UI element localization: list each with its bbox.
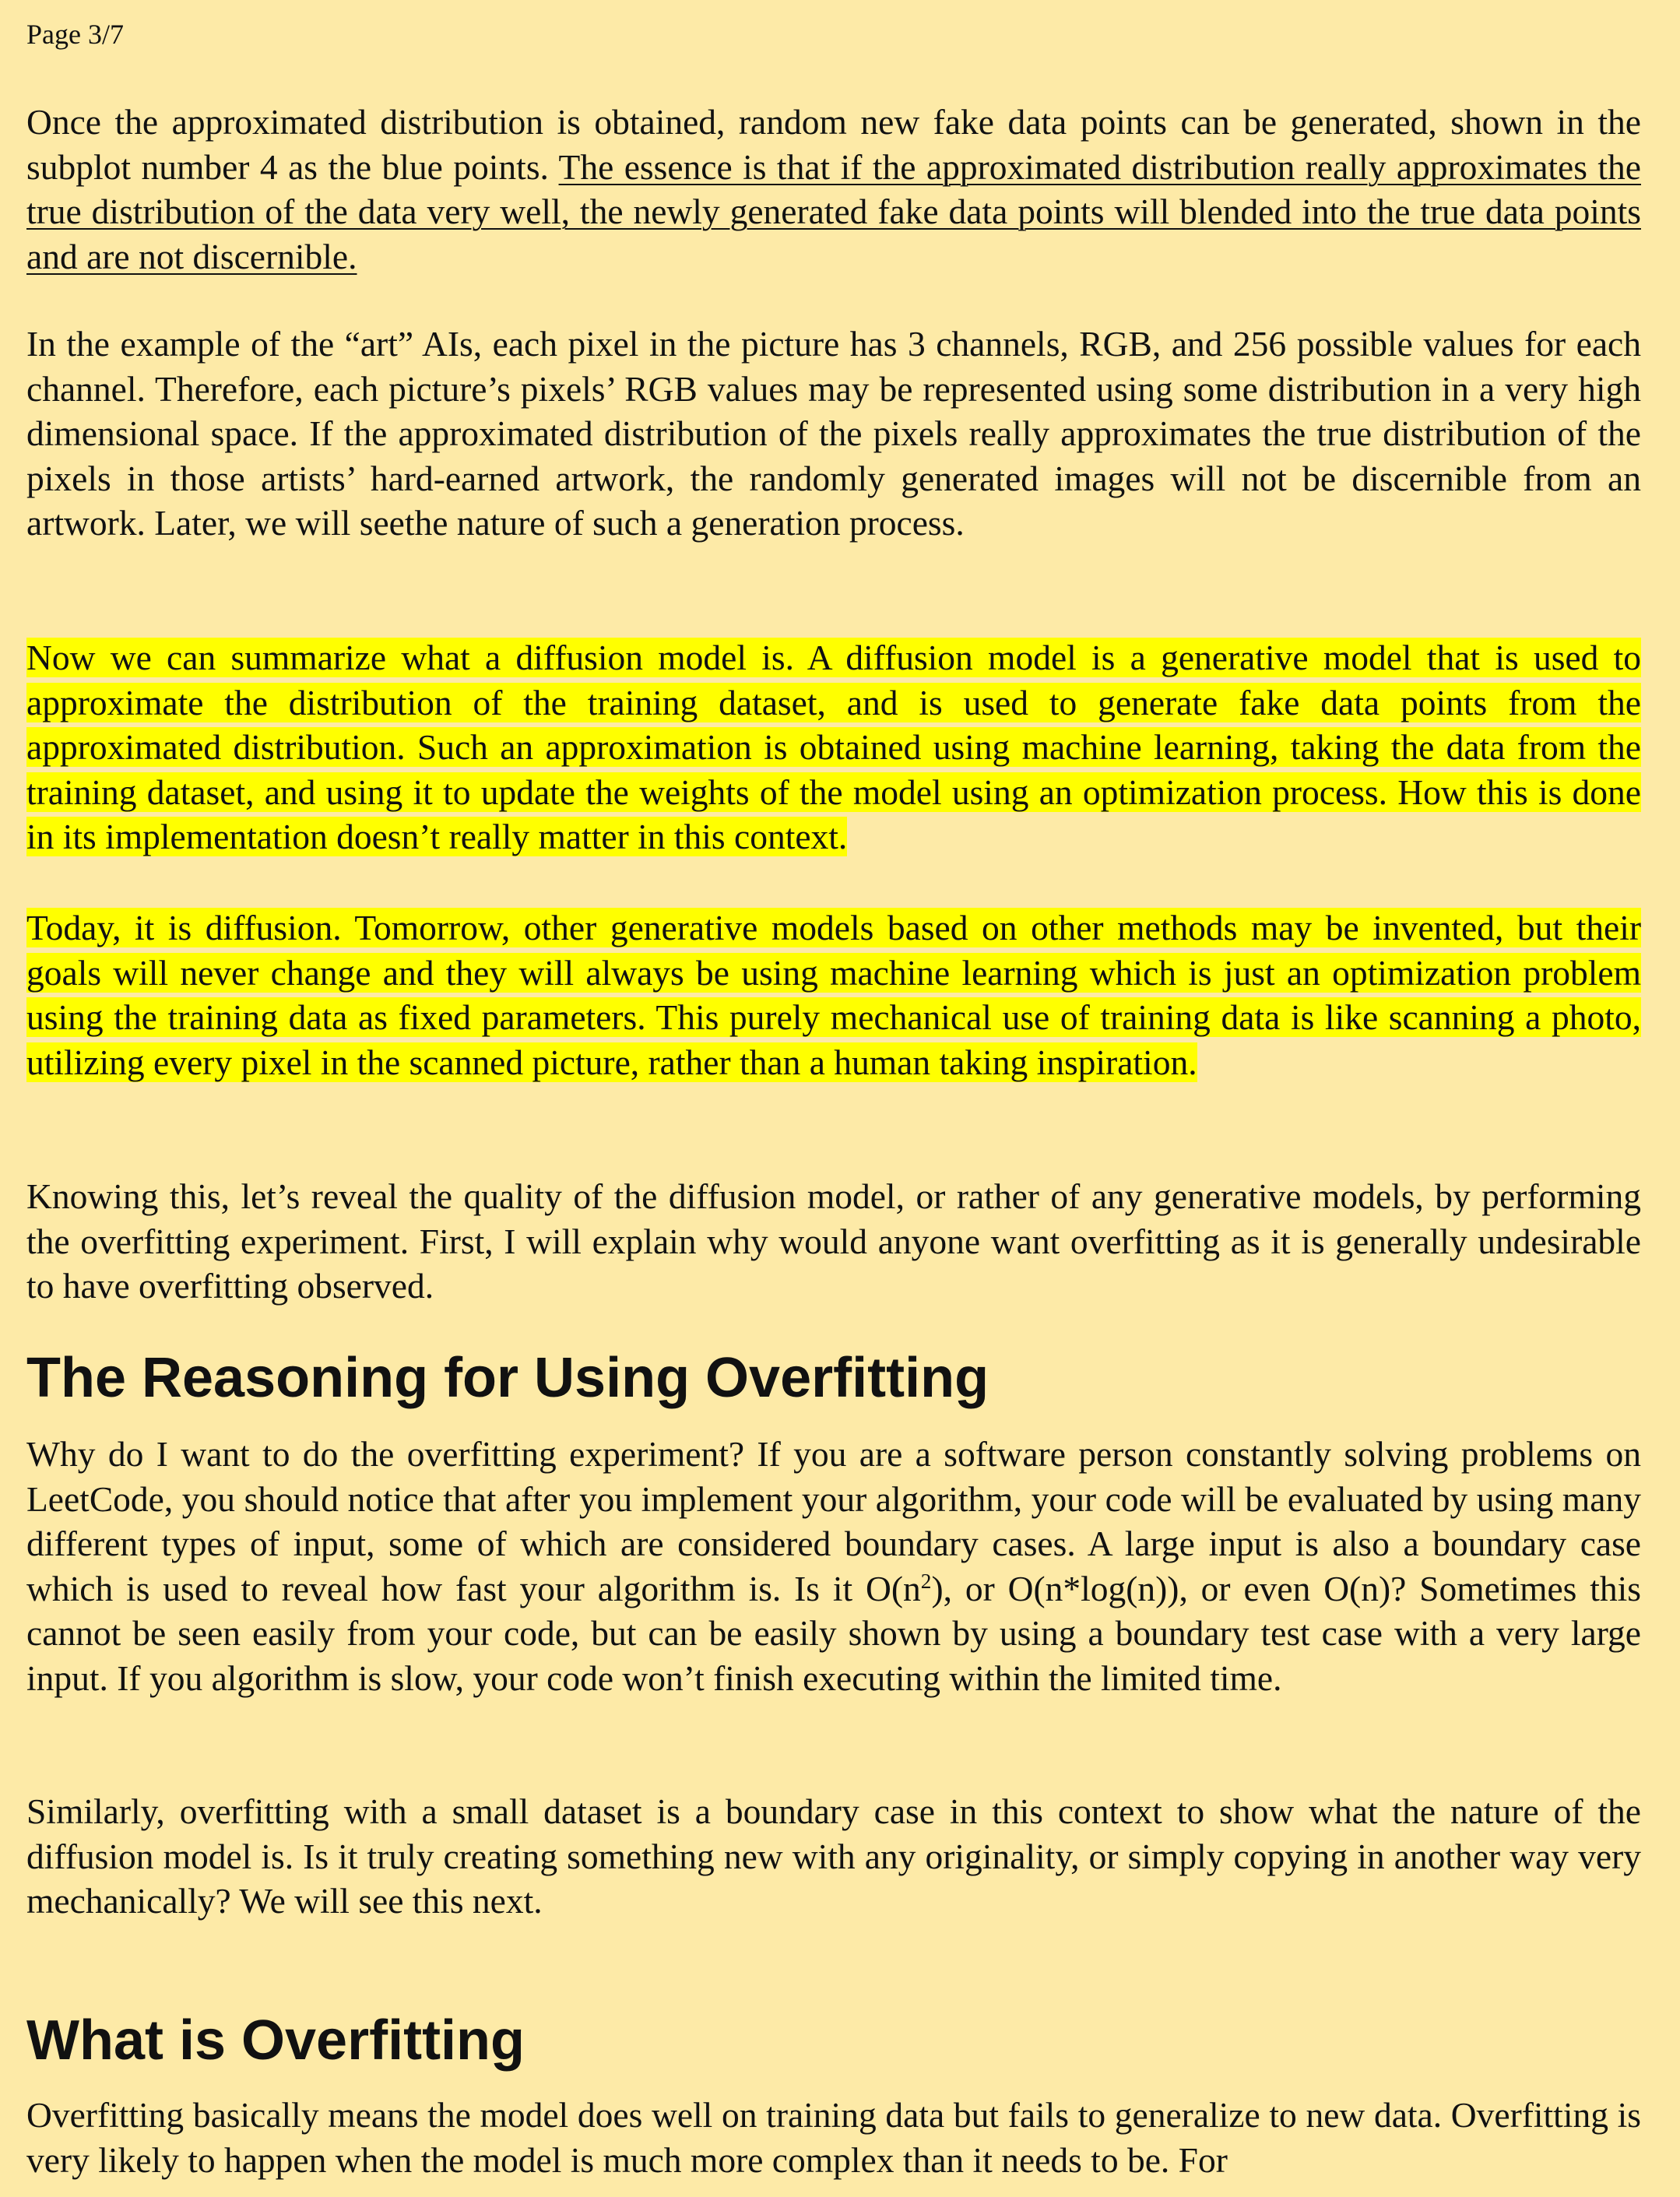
paragraph-knowing-this: Knowing this, let’s reveal the quality of the diffusion model, or rather of any generative models, by performing the overfitting experiment. First, I will explain why would anyone want overfitting as it is generally undesirable to have overfitting observed. [26,1176,1641,1306]
paragraph-text: ), or O(n*log(n)), or even O(n)? Sometimes this cannot be seen easily from your code, but can be easily shown by using a boundary test case with a very large input. If you algorithm is slow, your code won’t finish executing within the limited time. [26,1568,1641,1698]
page-number: Page 3/7 [26,19,124,50]
paragraph-diffusion-summary [26,635,1641,859]
section-heading-what-is-overfitting: What is Overfitting [26,2009,525,2072]
paragraph-text: Why do I want to do the overfitting experiment? If you are a software person constantly solving problems on LeetCode, you should notice that after you implement your algorithm, your code will be evaluated by using many different types of input, some of which are considered boundary cases. A large input is also a boundary case which is used to reveal how fast your algorithm is. Is it O(n [26,1434,1641,1608]
paragraph-why-overfitting [26,1432,1641,1701]
highlighted-text: Today, it is diffusion. Tomorrow, other generative models based on other methods may be invented, but their goals will never change and they will always be using machine learning which is just an optimization problem using the training data as fixed parameters. This purely mechanical use of training data is like scanning a photo, utilizing every pixel in the scanned picture, rather than a human taking inspiration. [26,908,1641,1082]
paragraph-art-ai-pixels: In the example of the “art” AIs, each pixel in the picture has 3 channels, RGB, and 256 possible values for each channel. Therefore, each picture’s pixels’ RGB values may be represented using some distribution in a very high dimensional space. If the approximated distribution of the pixels really approximates the true distribution of the pixels in those artists’ hard-earned artwork, the randomly generated images will not be discernible from an artwork. Later, we will seethe nature of such a generation process. [26,324,1641,543]
underlined-essence-sentence: The essence is that if the approximated distribution really approximates the true distribution of the data very well, the newly generated fake data points will blended into the true data points and are not discernible. [26,146,1641,276]
paragraph-similarly: Similarly, overfitting with a small dataset is a boundary case in this context to show what the nature of the diffusion model is. Is it truly creating something new with any originality, or simply copying in another way very mechanically? We will see this next. [26,1791,1641,1921]
section-heading-reasoning: The Reasoning for Using Overfitting [26,1347,989,1409]
highlighted-text: Now we can summarize what a diffusion model is. A diffusion model is a generative model that is used to approximate the distribution of the training dataset, and is used to generate fake data points from the approximated distribution. Such an approximation is obtained using machine learning, taking the data from the training dataset, and using it to update the weights of the model using an optimization process. How this is done in its implementation doesn’t really matter in this context. [26,638,1641,857]
paragraph-today-diffusion [26,905,1641,1084]
paragraph-generated-points [26,100,1641,279]
superscript-exponent: 2 [920,1569,932,1593]
paragraph-overfitting-definition: Overfitting basically means the model does well on training data but fails to generalize to new data. Overfitting is very likely to happen when the model is much more complex than it needs to be. For [26,2095,1641,2180]
paragraph-text: Once the approximated distribution is obtained, random new fake data points can be generated, shown in the subplot number 4 as the blue points. [26,102,1641,187]
